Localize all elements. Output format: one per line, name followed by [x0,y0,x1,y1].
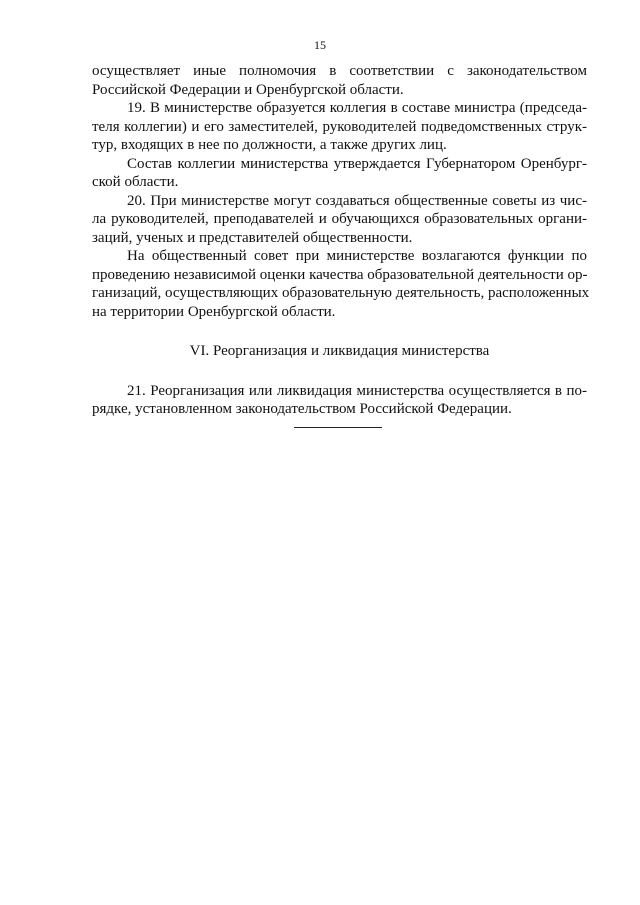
text-line: На общественный совет при министерстве возлагаются функции по [127,248,587,264]
paragraph-20 [92,192,587,248]
document-body [92,62,590,419]
text-line: Российской Федерации и Оренбургской области. [92,81,404,98]
text-line: теля коллегии) и его заместителей, руководителей подведомственных струк- [92,118,587,135]
text-line: 21. Реорганизация или ликвидация министерства осуществляется в по- [127,382,587,399]
text-line: заций, ученых и представителей общественности. [92,229,413,246]
text-line: проведению независимой оценки качества образовательной деятельности ор- [92,266,588,283]
paragraph-19 [92,99,587,155]
text-line: ской области. [92,174,179,190]
paragraph-powers [92,62,587,99]
text-line: рядке, установленном законодательством Российской Федерации. [92,401,512,417]
text-line: тур, входящих в нее по должности, а также других лиц. [92,137,447,153]
paragraph-collegium-composition [92,155,587,192]
text-line: ла руководителей, преподавателей и обучающихся образовательных органи- [92,211,587,227]
paragraph-public-council [92,247,590,321]
text-line: ганизаций, осуществляющих образовательную деятельность, расположенных [92,285,590,301]
text-line: на территории Оренбургской области. [92,303,336,320]
section-heading: VI. Реорганизация и ликвидация министерства [189,343,490,359]
text-line: Состав коллегии министерства утверждается Губернатором Оренбург- [127,155,587,172]
end-of-document-rule [294,427,382,428]
page-number: 15 [314,38,326,52]
paragraph-21 [92,382,587,419]
text-line: 20. При министерстве могут создаваться общественные советы из чис- [127,192,587,209]
text-line: осуществляет иные полномочия в соответствии с законодательством [92,63,587,79]
text-line: 19. В министерстве образуется коллегия в составе министра (председа- [127,100,587,116]
